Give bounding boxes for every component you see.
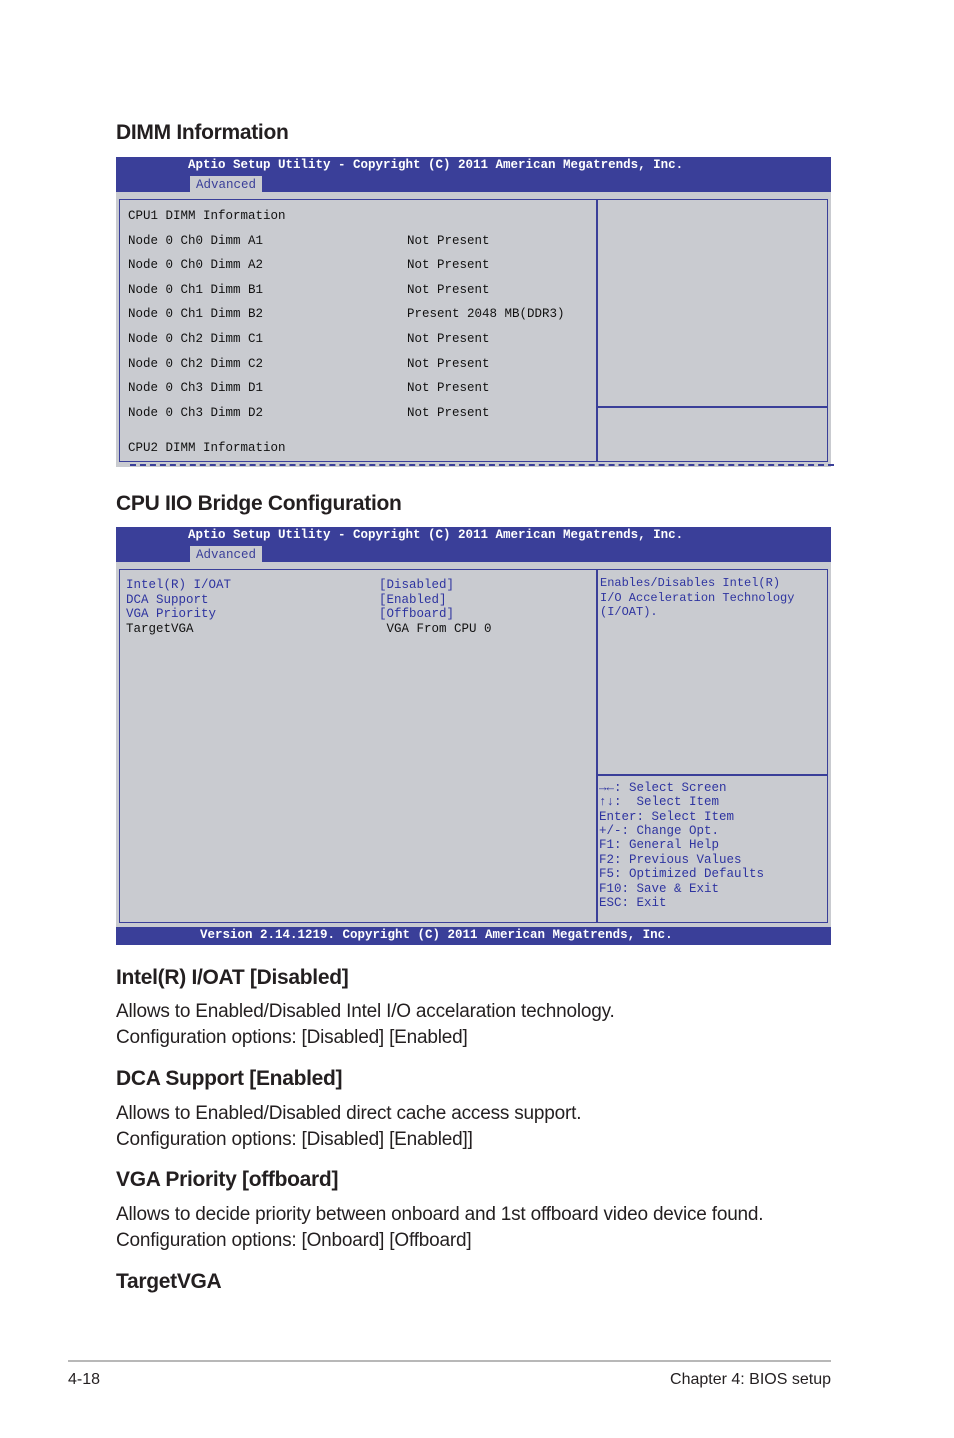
option-heading-ioat: Intel(R) I/OAT [Disabled] (116, 966, 349, 989)
bios-title: Aptio Setup Utility - Copyright (C) 2011 American Megatrends, Inc. (188, 158, 684, 172)
option-heading-dca: DCA Support [Enabled] (116, 1067, 343, 1090)
option-description: Allows to decide priority between onboard and 1st offboard video device found. (116, 1204, 764, 1225)
bios-header (116, 157, 831, 192)
key-hint: F5: Optimized Defaults (599, 867, 765, 881)
section-heading-dimm: DIMM Information (116, 121, 289, 144)
dimm-row-label: Node 0 Ch3 Dimm D2 (128, 406, 264, 420)
menu-value-dca-support[interactable]: [Enabled] (379, 593, 447, 607)
option-description: Allows to Enabled/Disabled Intel I/O accelaration technology. (116, 1001, 615, 1022)
menu-value-ioat[interactable]: [Disabled] (379, 578, 455, 592)
dimm-row-label: Node 0 Ch3 Dimm D1 (128, 381, 264, 395)
option-config: Configuration options: [Disabled] [Enabled] (116, 1027, 468, 1048)
truncation-dashed-line (130, 464, 834, 466)
menu-item-ioat[interactable]: Intel(R) I/OAT (126, 578, 232, 592)
tab-advanced[interactable]: Advanced (190, 546, 262, 564)
dimm-row-label: Node 0 Ch1 Dimm B2 (128, 307, 264, 321)
option-config: Configuration options: [Disabled] [Enabled]] (116, 1129, 473, 1150)
option-heading-targetvga: TargetVGA (116, 1270, 222, 1293)
dimm-row-label: Node 0 Ch1 Dimm B1 (128, 283, 264, 297)
dimm-row-label: Node 0 Ch2 Dimm C2 (128, 357, 264, 371)
dimm-row-value: Not Present (407, 381, 490, 395)
footer-rule (68, 1360, 831, 1362)
option-heading-vga-priority: VGA Priority [offboard] (116, 1168, 339, 1191)
dimm-row-value: Not Present (407, 258, 490, 272)
bios-version-text: Version 2.14.1219. Copyright (C) 2011 American Megatrends, Inc. (200, 928, 673, 942)
help-line: I/O Acceleration Technology (600, 591, 795, 605)
bios-version-bar (116, 927, 831, 945)
bios-body (116, 192, 831, 467)
section-heading-cpu-iio: CPU IIO Bridge Configuration (116, 492, 402, 515)
dimm-row-label: Node 0 Ch0 Dimm A2 (128, 258, 264, 272)
menu-item-targetvga: TargetVGA (126, 622, 194, 636)
bios-title: Aptio Setup Utility - Copyright (C) 2011 American Megatrends, Inc. (188, 528, 684, 542)
menu-item-dca-support[interactable]: DCA Support (126, 593, 209, 607)
help-divider (597, 774, 828, 776)
key-hint: F2: Previous Values (599, 853, 742, 867)
cpu2-dimm-header: CPU2 DIMM Information (128, 441, 286, 455)
chapter-label: Chapter 4: BIOS setup (670, 1371, 831, 1388)
dimm-row-label: Node 0 Ch0 Dimm A1 (128, 234, 264, 248)
key-hint: ESC: Exit (599, 896, 667, 910)
key-hint: Enter: Select Item (599, 810, 735, 824)
key-hint: F1: General Help (599, 838, 720, 852)
key-hint: +/-: Change Opt. (599, 824, 720, 838)
option-config: Configuration options: [Onboard] [Offboard] (116, 1230, 472, 1251)
menu-value-vga-priority[interactable]: [Offboard] (379, 607, 455, 621)
dimm-row-value: Not Present (407, 406, 490, 420)
dimm-row-value: Not Present (407, 357, 490, 371)
dimm-row-value: Not Present (407, 234, 490, 248)
key-hint: ↑↓: Select Item (599, 795, 720, 809)
page-number: 4-18 (68, 1371, 101, 1388)
bios-screen-dimm (116, 157, 831, 467)
menu-value-targetvga: VGA From CPU 0 (379, 622, 492, 636)
key-hint: F10: Save & Exit (599, 882, 720, 896)
menu-item-vga-priority[interactable]: VGA Priority (126, 607, 217, 621)
dimm-row-value: Not Present (407, 283, 490, 297)
option-description: Allows to Enabled/Disabled direct cache access support. (116, 1103, 582, 1124)
tab-advanced[interactable]: Advanced (190, 176, 262, 194)
bios-header (116, 527, 831, 562)
dimm-row-label: Node 0 Ch2 Dimm C1 (128, 332, 264, 346)
help-divider (597, 406, 828, 408)
dimm-row-value: Present 2048 MB(DDR3) (407, 307, 565, 321)
bios-body (116, 562, 831, 927)
help-line: (I/OAT). (600, 605, 658, 619)
help-line: Enables/Disables Intel(R) (600, 576, 781, 590)
dimm-row-value: Not Present (407, 332, 490, 346)
key-hint: →←: Select Screen (599, 781, 727, 795)
cpu1-dimm-header: CPU1 DIMM Information (128, 209, 286, 223)
bios-screen-iio (116, 527, 831, 945)
help-panel (597, 199, 828, 462)
